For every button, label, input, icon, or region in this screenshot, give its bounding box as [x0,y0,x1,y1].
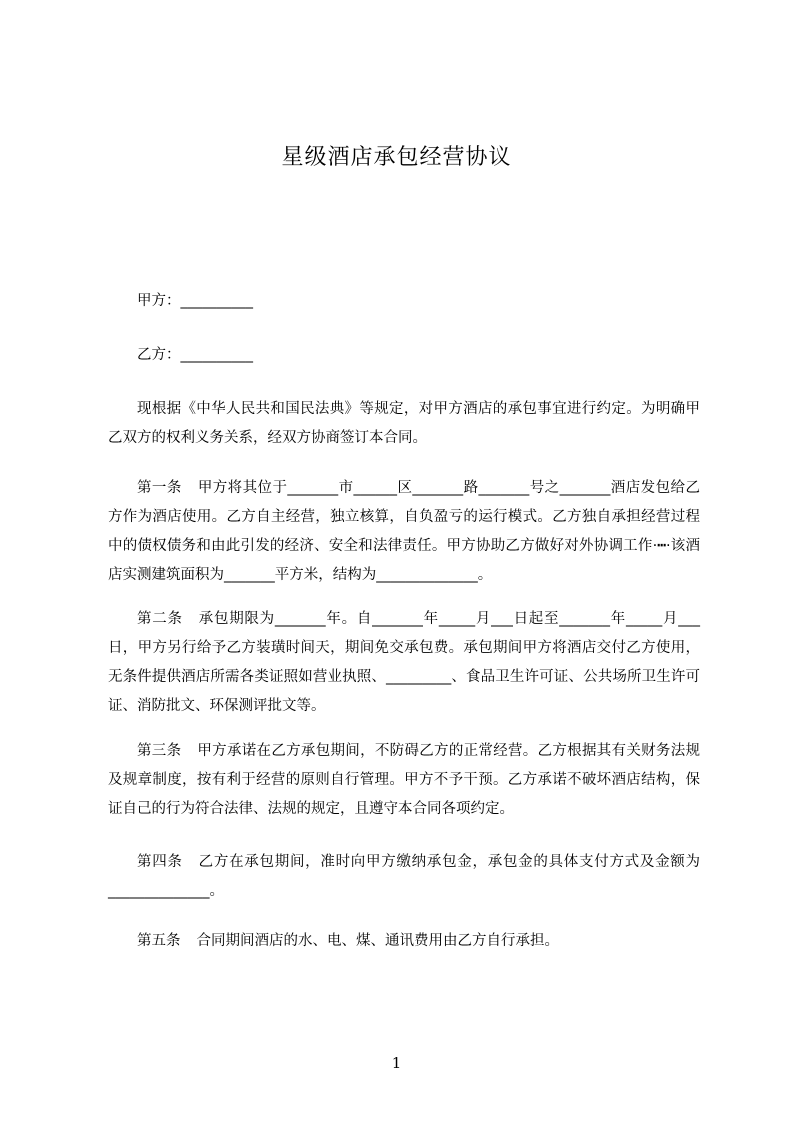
article-2-label: 第二条 [137,611,183,627]
article-1-label: 第一条 [137,480,182,496]
article-5-paragraph [108,927,700,956]
party-a-line: 甲方：__________ [137,293,253,309]
article-1-text: 甲方将其位于_______市______区_______路_______号之_______酒店发包给乙方作为酒店使用。乙方自主经营，独立核算，自负盈亏的运行模式。乙方独自承担经营过程中的债权债务和由此引发的经济、安全和法律责任。甲方协助乙方做好对外协调工作·┅·该酒店实测建筑面积为_______平方米，结构为______________。 [108,480,700,583]
intro-paragraph: 现根据《中华人民共和国民法典》等规定，对甲方酒店的承包事宜进行约定。为明确甲乙双方的权利义务关系，经双方协商签订本合同。 [108,401,700,446]
page-number: 1 [391,1054,402,1072]
document-title: 星级酒店承包经营协议 [281,145,512,170]
party-b-line: 乙方：__________ [137,347,253,363]
article-5-label: 第五条 [137,933,181,949]
article-5-text: 合同期间酒店的水、电、煤、通讯费用由乙方自行承担。 [196,933,559,949]
article-2-text: 承包期限为_______年。自_______年_____月___日起至_______年_____月___日，甲方另行给予乙方装璜时间天，期间免交承包费。承包期间甲方将酒店交付乙方使用，无条件提供酒店所需各类证照如营业执照、_________、食品卫生许可证、公共场所卫生许可证、消防批文、环保测评批文等。 [108,611,700,714]
article-1-paragraph [108,474,700,590]
article-3-label: 第三条 [137,743,182,759]
article-4-paragraph [108,848,700,906]
article-2-paragraph [108,605,700,721]
article-4-label: 第四条 [137,854,183,870]
article-4-text: 乙方在承包期间，准时向甲方缴纳承包金，承包金的具体支付方式及金额为______________。 [108,854,701,899]
article-3-text: 甲方承诺在乙方承包期间，不防碍乙方的正常经营。乙方根据其有关财务法规及规章制度，按有利于经营的原则自行管理。甲方不予干预。乙方承诺不破坏酒店结构，保证自己的行为符合法律、法规的规定，且遵守本合同各项约定。 [108,743,700,817]
article-3-paragraph [108,737,700,824]
